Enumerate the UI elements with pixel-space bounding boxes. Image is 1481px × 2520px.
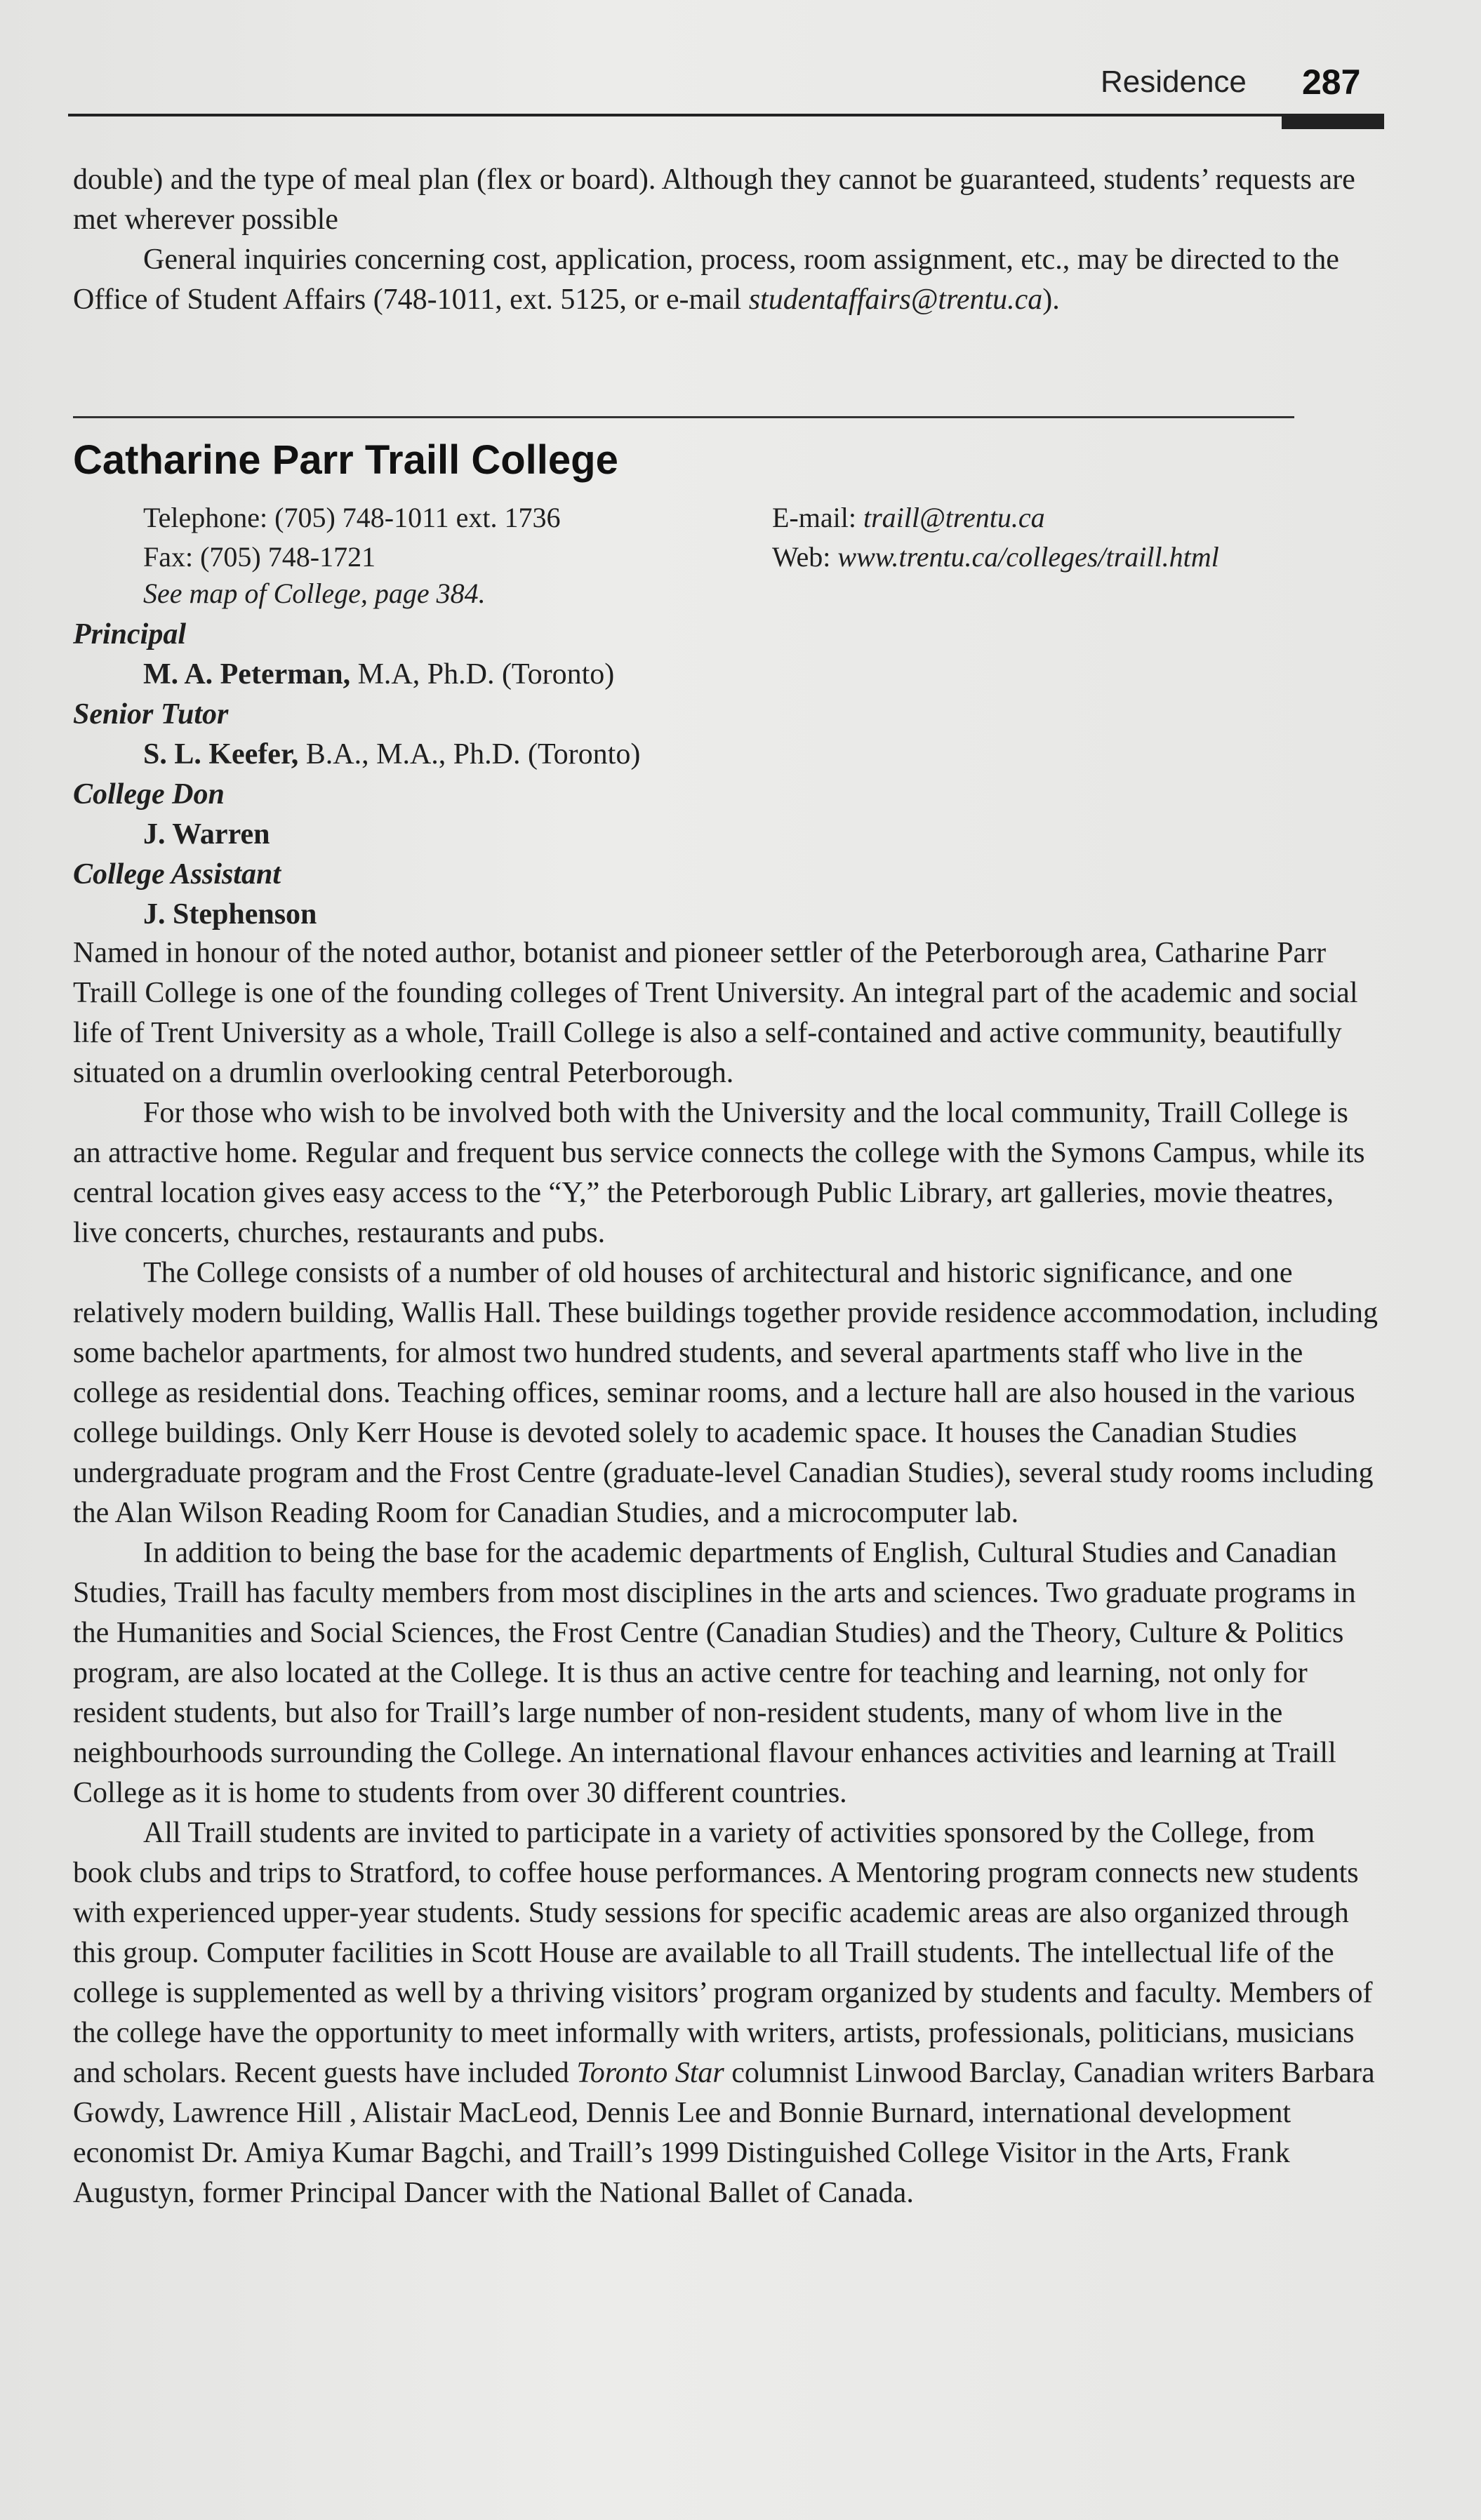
web-label: Web: <box>772 541 838 573</box>
body-paragraph-1: Named in honour of the noted author, botanist and pioneer settler of the Peterborough area, Catharine Parr Traill College is one of the founding colleges of Trent University. An integral part of the academic and social life of Trent University as a whole, Traill College is also a self-contained and active community, beautifully situated on a drumlin overlooking central Peterborough. <box>73 937 1358 1089</box>
telephone: Telephone: (705) 748-1011 ext. 1736 <box>143 502 561 533</box>
student-affairs-email: studentaffairs@trentu.ca <box>748 284 1043 316</box>
staff-person <box>73 815 640 855</box>
page-number: 287 <box>1302 62 1361 102</box>
body-paragraph-3: The College consists of a number of old houses of architectural and historic significance, and one relatively modern building, Wallis Hall. These buildings together provide residence accommodation, including some bachelor apartments, for almost two hundred students, and several apartments staff who live in the college as residential dons. Teaching offices, seminar rooms, and a lecture hall are also housed in the various college buildings. Only Kerr House is devoted solely to academic space. It houses the Canadian Studies undergraduate program and the Frost Centre (graduate-level Canadian Studies), several study rooms including the Alan Wilson Reading Room for Canadian Studies, and a microcomputer lab. <box>73 1257 1378 1529</box>
web-line <box>772 538 1219 577</box>
staff-person <box>73 895 640 935</box>
staff-name: J. Warren <box>143 818 270 851</box>
header-tab-bar <box>1282 114 1384 129</box>
see-map-note: See map of College, page 384. <box>143 578 486 609</box>
staff-person <box>73 655 640 695</box>
newspaper-title: Toronto Star <box>576 2057 724 2089</box>
body-paragraph-4: In addition to being the base for the academic departments of English, Cultural Studies and Canadian Studies, Traill has faculty members from most disciplines in the arts and sciences. Two graduate programs in the Humanities and Social Sciences, the Frost Centre (Canadian Studies) and the Theory, Culture & Politics program, are also located at the College. It is thus an active centre for teaching and learning, not only for resident students, but also for Traill’s large number of non-resident students, many of whom live in the neighbourhoods surrounding the College. An international flavour enhances activities and learning at Traill College as it is home to students from over 30 different countries. <box>73 1537 1356 1809</box>
staff-role: College Assistant <box>73 858 281 891</box>
staff-name: S. L. Keefer, <box>143 738 299 771</box>
email-label: E-mail: <box>772 502 863 533</box>
staff-person <box>73 735 640 775</box>
body-paragraph-2: For those who wish to be involved both with the University and the local community, Traill College is an attractive home. Regular and frequent bus service connects the college with the Symons Campus, while its central location gives easy access to the “Y,” the Peterborough Public Library, art galleries, movie theatres, live concerts, churches, restaurants and pubs. <box>73 1097 1365 1249</box>
college-description <box>73 933 1379 2213</box>
section-divider <box>73 416 1294 418</box>
header-rule <box>68 114 1381 116</box>
staff-name: J. Stephenson <box>143 898 317 931</box>
staff-credentials: B.A., M.A., Ph.D. (Toronto) <box>298 738 641 771</box>
fax: Fax: (705) 748-1721 <box>143 541 376 573</box>
staff-name: M. A. Peterman, <box>143 658 351 691</box>
contact-phone-fax <box>143 498 560 577</box>
intro-p2-end: ). <box>1042 284 1060 316</box>
staff-credentials: M.A, Ph.D. (Toronto) <box>350 658 615 691</box>
intro-text <box>73 160 1379 320</box>
body-p5-part-a: All Traill students are invited to participate in a variety of activities sponsored by the College, from book clubs and trips to Stratford, to coffee house performances. A Mentoring program connects new students with experienced upper-year students. Study sessions for specific academic areas are also organized through this group. Computer facilities in Scott House are available to all Traill students. The intellectual life of the college is supplemented as well by a thriving visitors’ program organized by students and faculty. Members of the college have the opportunity to meet informally with writers, artists, professionals, politicians, musicians and scholars. Recent guests have included <box>73 1817 1373 2089</box>
staff-role: Principal <box>73 618 187 651</box>
body-paragraph-5 <box>73 1813 1379 2213</box>
web-address: www.trentu.ca/colleges/traill.html <box>837 541 1219 573</box>
contact-online <box>772 498 1219 577</box>
staff-role: College Don <box>73 778 225 811</box>
running-header-section: Residence <box>1101 65 1247 99</box>
staff-list <box>73 615 640 935</box>
college-title: Catharine Parr Traill College <box>73 437 618 483</box>
email-address: traill@trentu.ca <box>863 502 1045 533</box>
staff-role: Senior Tutor <box>73 698 229 731</box>
intro-paragraph-2 <box>73 240 1379 320</box>
email-line <box>772 498 1219 538</box>
intro-p2-text: General inquiries concerning cost, application, process, room assignment, etc., may be directed to the Office of Student Affairs (748-1011, ext. 5125, or e-mail <box>73 244 1339 316</box>
body-p5-part-b: columnist Linwood Barclay, Canadian writers Barbara Gowdy, Lawrence Hill , Alistair MacLeod, Dennis Lee and Bonnie Burnard, international development economist Dr. Amiya Kumar Bagchi, and Traill’s 1999 Distinguished College Visitor in the Arts, Frank Augustyn, former Principal Dancer with the National Ballet of Canada. <box>73 2057 1375 2209</box>
intro-paragraph-1: double) and the type of meal plan (flex or board). Although they cannot be guaranteed, students’ requests are met wherever possible <box>73 164 1355 236</box>
